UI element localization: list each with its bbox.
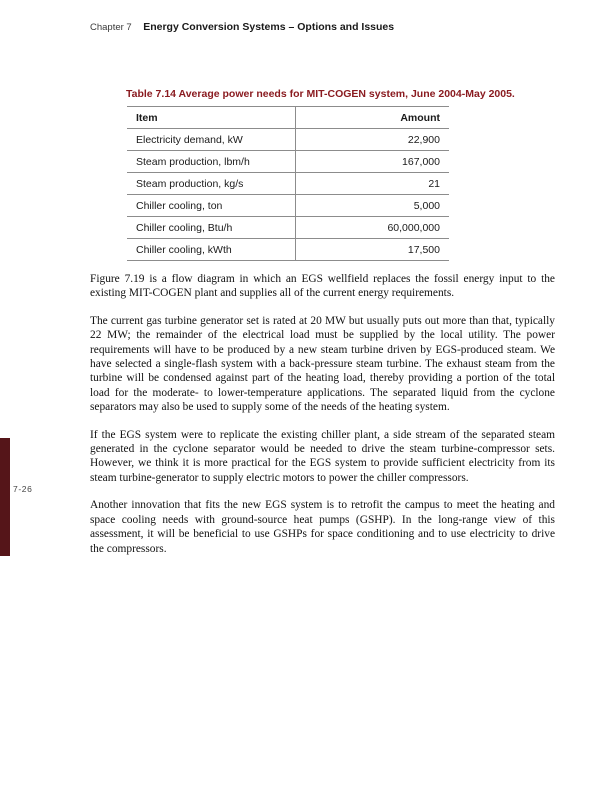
body-text-block (90, 272, 555, 569)
table-caption: Table 7.14 Average power needs for MIT-COGEN system, June 2004-May 2005. (126, 88, 515, 100)
column-header-amount: Amount (296, 107, 450, 129)
page-number: 7-26 (13, 484, 33, 494)
cell-item: Chiller cooling, Btu/h (127, 217, 296, 239)
cell-amount: 5,000 (296, 195, 450, 217)
table-row (127, 173, 449, 195)
power-needs-table (127, 106, 449, 261)
cell-item: Steam production, lbm/h (127, 151, 296, 173)
page-header (90, 17, 394, 35)
cell-amount: 60,000,000 (296, 217, 450, 239)
column-header-item: Item (127, 107, 296, 129)
cell-item: Chiller cooling, kWth (127, 239, 296, 261)
paragraph-gshp: Another innovation that fits the new EGS system is to retrofit the campus to meet the heating and space cooling needs with ground-source heat pumps (GSHP). In the long-range view of this assessment, it will be beneficial to use GSHPs for space conditioning and to use electricity to drive the compressors. (90, 499, 555, 555)
paragraph-figure-719: Figure 7.19 is a flow diagram in which an EGS wellfield replaces the fossil energy input to the existing MIT-COGEN plant and supplies all of the current energy requirements. (90, 273, 555, 300)
chapter-title: Energy Conversion Systems – Options and Issues (143, 21, 395, 33)
chapter-label: Chapter 7 (90, 22, 132, 33)
cell-amount: 167,000 (296, 151, 450, 173)
table-header-row (127, 107, 449, 129)
cell-item: Steam production, kg/s (127, 173, 296, 195)
cell-item: Electricity demand, kW (127, 129, 296, 151)
cell-item: Chiller cooling, ton (127, 195, 296, 217)
cell-amount: 21 (296, 173, 450, 195)
paragraph-gas-turbine: The current gas turbine generator set is rated at 20 MW but usually puts out more than that, typically 22 MW; the remainder of the electrical load must be supplied by the local utility. The power requirements will have to be produced by a new steam turbine driven by EGS-produced steam. We have selected a single-flash system with a back-pressure steam turbine. The exhaust steam from the turbine will be condensed against part of the heating load, thereby providing a portion of the total load for the moderate- to lower-temperature applications. The separated liquid from the cyclone separators may also be used to supply some of the needs of the heating system. (90, 314, 555, 414)
table-row (127, 195, 449, 217)
table-row (127, 129, 449, 151)
table-row (127, 217, 449, 239)
paragraph-chiller-plant: If the EGS system were to replicate the existing chiller plant, a side stream of the separated steam generated in the cyclone separator would be needed to drive the steam turbine-compressor sets. However, we think it is more practical for the EGS system to provide sufficient electricity from its steam turbine-generator to supply electric motors to power the chiller compressors. (90, 428, 555, 484)
cell-amount: 17,500 (296, 239, 450, 261)
cell-amount: 22,900 (296, 129, 450, 151)
table-row (127, 151, 449, 173)
margin-accent-bar (0, 438, 10, 556)
table-row (127, 239, 449, 261)
